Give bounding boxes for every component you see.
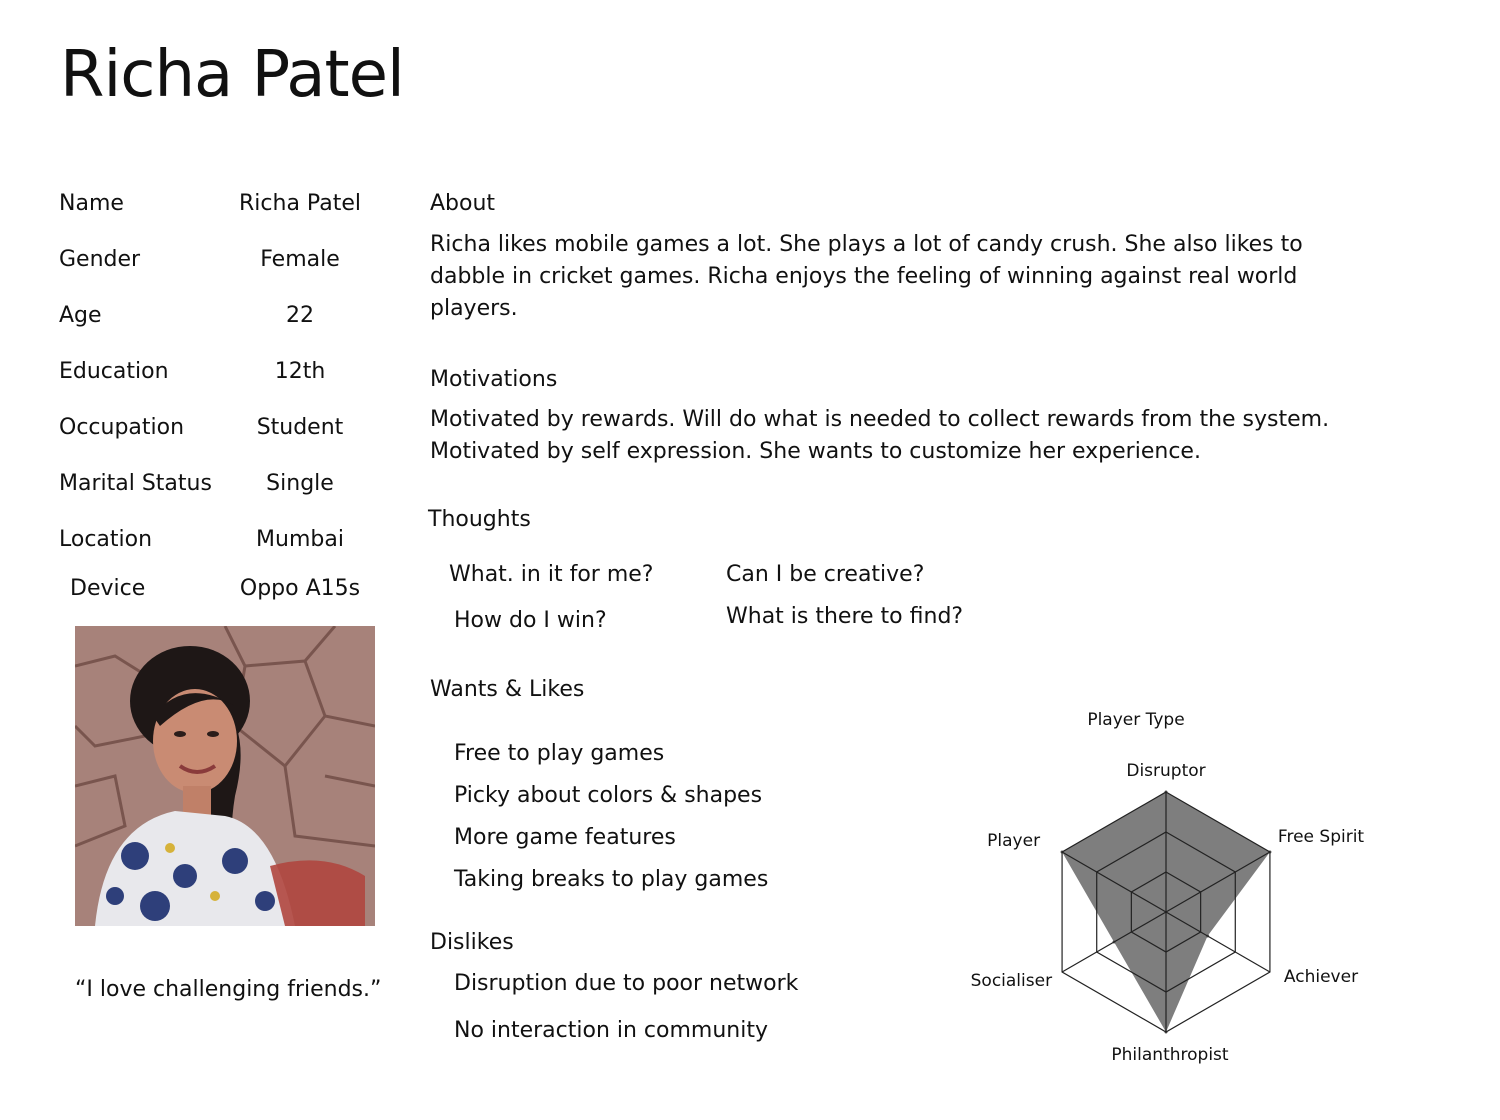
motivations-heading: Motivations (430, 367, 558, 392)
about-heading: About (430, 191, 496, 216)
gender-value: Female (260, 247, 340, 272)
name-label: Name (59, 191, 124, 216)
name-value: Richa Patel (239, 191, 361, 216)
education-label: Education (59, 359, 169, 384)
occupation-label: Occupation (59, 415, 185, 440)
dislikes-heading: Dislikes (430, 930, 514, 955)
thought-item: What is there to find? (726, 604, 964, 629)
education-value: 12th (274, 359, 326, 384)
radar-grid (1062, 792, 1270, 1032)
profile-photo (75, 626, 375, 926)
device-value: Oppo A15s (239, 576, 361, 601)
want-item: More game features (454, 825, 676, 850)
motivation-line: Motivated by rewards. Will do what is needed to collect rewards from the system. (430, 407, 1330, 432)
wants-heading: Wants & Likes (430, 677, 585, 702)
radar-label-philanthropist: Philanthropist (1111, 1045, 1229, 1065)
location-value: Mumbai (256, 527, 344, 552)
radar-label-player: Player (987, 831, 1041, 851)
age-value: 22 (286, 303, 314, 328)
want-item: Taking breaks to play games (454, 867, 769, 892)
want-item: Picky about colors & shapes (454, 783, 763, 808)
thoughts-heading: Thoughts (428, 507, 531, 532)
player-type-radar-chart (955, 700, 1375, 1070)
device-label: Device (70, 576, 146, 601)
radar-label-socialiser: Socialiser (970, 971, 1053, 991)
radar-label-achiever: Achiever (1283, 967, 1359, 987)
radar-label-free-spirit: Free Spirit (1277, 827, 1365, 847)
gender-label: Gender (59, 247, 141, 272)
chart-title: Player Type (1087, 710, 1185, 730)
want-item: Free to play games (454, 741, 665, 766)
age-label: Age (59, 303, 102, 328)
marital-status-label: Marital Status (59, 471, 212, 496)
thought-item: What. in it for me? (449, 562, 654, 587)
motivation-line: Motivated by self expression. She wants to customize her experience. (430, 439, 1201, 464)
radar-label-disruptor: Disruptor (1126, 761, 1206, 781)
location-label: Location (59, 527, 153, 552)
dislike-item: No interaction in community (454, 1018, 768, 1043)
occupation-value: Student (256, 415, 344, 440)
thought-item: Can I be creative? (726, 562, 925, 587)
thought-item: How do I win? (454, 608, 607, 633)
page-title: Richa Patel (60, 38, 404, 112)
persona-quote: “I love challenging friends.” (75, 977, 382, 1002)
about-text: Richa likes mobile games a lot. She plays a lot of candy crush. She also likes to dabble in cricket games. Richa enjoys the feeling of winning against real world players. (430, 232, 1303, 321)
marital-status-value: Single (266, 471, 334, 496)
dislike-item: Disruption due to poor network (454, 971, 799, 996)
